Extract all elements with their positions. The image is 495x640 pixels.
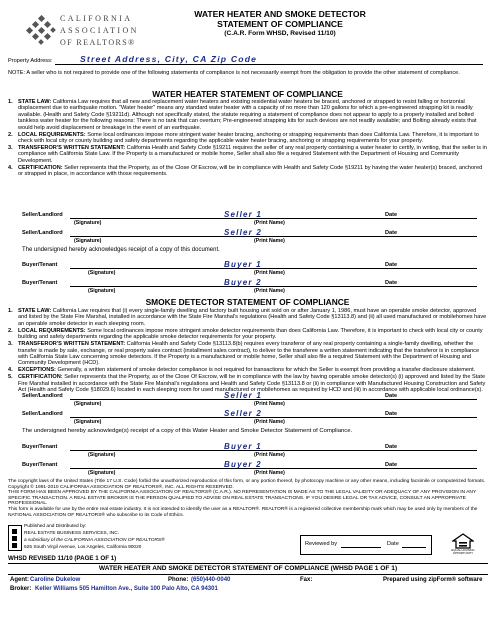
broker-row [8,586,488,594]
smoke-seller-1-signature-row [22,390,477,408]
publisher-line-1: Published and Distributed by: [24,524,87,529]
item-label: CERTIFICATION: [18,374,63,381]
publisher-line-2: REAL ESTATE BUSINESS SERVICES, INC. [24,531,119,536]
item-text: California Law requires that (i) every single-family dwelling and factory built housing unit sold on or after January 1, 1986, must have an operable smoke detector, approved and listed by the State Fire Marshal, installed in accordance with the State Fire Marshal's regulations (Health and Safety Code §13113.8) and (ii) all used manufactured or mobilehomes have an operable smoke detector in each sleeping room. [18,308,487,327]
smoke-seller-2-name: Seller 2 [224,409,263,418]
buyer-1-date-line[interactable] [402,268,477,269]
item-text: California Law requires that all new and replacement water heaters and existing residential water heaters be braced, anchored or strapped to resist falling or horizontal displacement due to earthquake motion. "Water heater" means any standard water heater with a capacity of no more than 120 gallons for which a pre-engineered strapping kit is readily available. (Health and Safety Code §19211d). Although not specifically stated, the statute requiring a statement of compliance does not appear to apply to a properly installed and bolted tankless water heater for the following reasons: There is no tank that can overturn; Pre-engineered strapping kits for such devices are not readily available; and Bolting already exists that would help avoid displacement or breakage in the event of an earthquake. [18,99,477,131]
item-number: 3. [8,145,13,152]
item-number: 3. [8,341,13,348]
smoke-buyer-1-signature-row [22,441,477,459]
smoke-item-3 [7,341,487,367]
item-label: LOCAL REQUIREMENTS: [18,131,86,138]
print-name-caption: (Print Name) [254,220,285,226]
form-title-3: (C.A.R. Form WHSD, Revised 11/10) [224,30,336,37]
footer-title: WATER HEATER AND SMOKE DETECTOR STATEMENT OF COMPLIANCE (WHSD PAGE 1 OF 1) [98,565,398,572]
water-item-4 [7,165,487,178]
seller-role-label: Seller/Landlord [22,411,63,417]
signature-caption: (Signature) [74,401,102,407]
date-label: Date [385,411,398,417]
item-label: TRANSFEROR'S WRITTEN STATEMENT: [18,341,126,348]
publisher-line-3: a subsidiary of the CALIFORNIA ASSOCIATION OF REALTORS® [24,538,165,543]
signature-caption: (Signature) [74,220,102,226]
water-heater-heading: WATER HEATER STATEMENT OF COMPLIANCE [152,89,343,99]
legal-notice [8,479,488,518]
logo-line-1: CALIFORNIA [60,14,133,23]
logo-line-2: ASSOCIATION [60,26,139,35]
signature-caption: (Signature) [88,470,116,476]
date-label: Date [385,230,398,236]
item-text: Seller represents that the Property, as of the Close Of Escrow, will be in compliance with Health and Safety Code §19211 by having the water heater(s) braced, anchored or strapped in place, in accordance with those requirements. [18,164,483,178]
reviewed-date-label: Date [387,541,399,547]
item-number: 1. [8,308,13,314]
signature-caption: (Signature) [74,419,102,425]
phone-value: (650)440-0040 [191,577,231,583]
logo-diamond-icon [26,15,56,45]
smoke-seller-1-date-line[interactable] [402,399,477,400]
rebs-logo-icon [8,525,22,551]
approval-text: THIS FORM HAS BEEN APPROVED BY THE CALIFORNIA ASSOCIATION OF REALTORS® (C.A.R.). NO REPRESENTATION IS MADE AS TO THE LEGAL VALIDITY OR ADEQUACY OF ANY PROVISION IN ANY SPECIFIC TRANSACTION. A REAL ESTATE BROKER IS THE PERSON QUALIFIED TO ADVISE ON REAL ESTATE TRANSACTIONS. IF YOU DESIRE LEGAL OR TAX ADVICE, CONSULT AN APPROPRIATE PROFESSIONAL. [8,490,477,507]
smoke-buyer-1-date-line[interactable] [402,450,477,451]
signature-caption: (Signature) [88,452,116,458]
seller-1-signature-row [22,209,477,227]
smoke-seller-2-signature-row [22,408,477,426]
seller-role-label: Seller/Landlord [22,393,63,399]
prepared-using: Prepared using zipForm® software [383,577,483,583]
broker-value: Keller Williams 505 Hamilton Ave., Suite 100 Palo Alto, CA 94301 [35,586,218,592]
form-title-1: WATER HEATER AND SMOKE DETECTOR [194,9,366,19]
footer-rule-top [8,563,488,564]
usage-text: This form is available for use by the entire real estate industry. It is not intended to identify the user as a REALTOR®. REALTOR® is a registered collective membership mark which may be used only by members of the NATIONAL ASSOCIATION OF REALTORS® who subscribe to its Code of Ethics. [8,506,478,518]
item-number: 2. [8,131,13,138]
publisher-block [8,524,248,556]
date-label: Date [385,393,398,399]
print-name-caption: (Print Name) [254,270,285,276]
smoke-buyer-1-name: Buyer 1 [224,442,262,451]
print-name-caption: (Print Name) [254,419,285,425]
smoke-buyer-2-date-line[interactable] [402,468,477,469]
buyer-1-signature-row [22,259,477,277]
smoke-buyer-2-signature-row [22,459,477,477]
smoke-detector-heading: SMOKE DETECTOR STATEMENT OF COMPLIANCE [145,297,350,307]
logo-line-3: OF REALTORS® [60,38,136,47]
date-label: Date [385,262,398,268]
smoke-seller-1-name: Seller 1 [224,391,263,400]
date-label: Date [385,444,398,450]
agent-row [8,577,488,585]
smoke-detector-items [7,308,487,394]
item-number: 1. [8,99,13,105]
print-name-caption: (Print Name) [254,452,285,458]
smoke-item-4 [7,367,487,373]
equal-housing-icon [452,533,474,555]
publisher-line-4: 525 South Virgil Avenue, Los Angeles, California 90020 [24,545,142,550]
seller-2-signature-row [22,227,477,245]
agent-label: Agent: [10,577,29,583]
item-label: TRANSFEROR'S WRITTEN STATEMENT: [18,145,126,152]
item-number: 4. [8,367,13,374]
seller-1-date-line[interactable] [402,218,477,219]
reviewed-by-label: Reviewed by [305,541,338,547]
acknowledgment-1: The undersigned hereby acknowledges receipt of a copy of this document. [22,247,220,253]
form-title-2: STATEMENT OF COMPLIANCE [217,19,343,29]
water-item-3 [7,145,487,164]
item-text: Generally, a written statement of smoke detector compliance is not required for transactions for which the Seller is exempt from providing a transfer disclosure statement. [55,367,476,374]
smoke-item-2 [7,328,487,341]
signature-caption: (Signature) [88,270,116,276]
reviewed-date-line[interactable] [402,547,426,548]
date-label: Date [385,462,398,468]
equal-housing-text: EQUAL HOUSING OPPORTUNITY [451,548,475,555]
property-address-line[interactable] [55,64,483,65]
smoke-seller-2-date-line[interactable] [402,417,477,418]
water-heater-items [7,99,487,178]
buyer-2-name: Buyer 2 [224,278,262,287]
date-label: Date [385,280,398,286]
item-label: STATE LAW: [18,308,52,314]
item-number: 4. [8,164,13,171]
date-label: Date [385,212,398,218]
item-text: Some local ordinances impose more stringent smoke detector requirements than does California Law. Therefore, it is important to check with local city or county building and safety departments regarding the applicable smoke detector requirements for your property. [18,327,483,341]
buyer-2-signature-row [22,277,477,295]
broker-label: Broker: [10,586,32,592]
acknowledgment-2: The undersigned hereby acknowledge(s) receipt of a copy of this Water Heater and Smoke Detector Statement of Compliance. [22,428,353,434]
seller-role-label: Seller/Landlord [22,230,63,236]
buyer-role-label: Buyer/Tenant [22,262,58,268]
buyer-role-label: Buyer/Tenant [22,462,58,468]
print-name-caption: (Print Name) [254,288,285,294]
print-name-caption: (Print Name) [254,401,285,407]
footer-rule-bottom [8,574,488,575]
item-label: STATE LAW: [18,99,52,105]
buyer-role-label: Buyer/Tenant [22,444,58,450]
buyer-role-label: Buyer/Tenant [22,280,58,286]
agent-name: Caroline Dukelow [30,577,81,583]
seller-2-name: Seller 2 [224,228,263,237]
water-item-2 [7,132,487,145]
buyer-1-name: Buyer 1 [224,260,262,269]
item-label: LOCAL REQUIREMENTS: [18,327,86,334]
phone-label: Phone: [168,577,189,583]
item-text: Seller represents that the Property, as of the Close Of Escrow, will be in compliance with the law by having operable smoke detector(s) (i) approved and listed by the State Fire Marshal installed in accordance with the State Fire Marshal's regulations and Health and Safety Code §13113.8 or (ii) in compliance with Manufactured Housing Construction and Safety Act (Health and Safety Code §18029.6) located in each sleeping room for used manufactured or mobilehomes as required by HCD and (iii) in accordance with applicable local ordinance(s). [18,374,486,394]
house-icon [452,533,474,549]
item-text: California Health and Safety Code §19211 requires the seller of any real property containing a water heater to certify, in writing, that the seller is in compliance with California State Law. If the Property is a manufactured or mobile home, Seller shall also file a required Statement with the Department of Housing and Community Development. [18,145,487,164]
item-text: California Health and Safety Code §13113.8(b) requires every transferor of any real property containing a single-family dwelling, whether the transfer is made by sale, exchange, or real property sales contract (installment sales contract), to deliver to the transferee a written statement indicating that the transferor is in compliance with California State Law concerning smoke detectors. If the Property is a manufactured or mobile home, Seller shall also file a required Statement with the Department of Housing and Community Development (HCD). [18,341,480,367]
seller-role-label: Seller/Landlord [22,212,63,218]
item-label: EXCEPTIONS: [18,367,56,374]
item-text: Some local ordinances impose more stringent water heater bracing, anchoring or strapping requirements than does California Law. Therefore, it is important to check with local city or county building and safety departments regarding the applicable water heater bracing, anchoring or strapping requirements for your property. [18,131,479,145]
buyer-2-date-line[interactable] [402,286,477,287]
property-label: Property Address: [8,58,53,64]
seller-2-date-line[interactable] [402,236,477,237]
reviewed-by-line[interactable] [341,547,381,548]
reviewed-by-box[interactable] [300,535,432,555]
print-name-caption: (Print Name) [254,470,285,476]
signature-caption: (Signature) [88,288,116,294]
property-address-value: Street Address, City, CA Zip Code [80,54,258,64]
item-number: 5. [8,374,13,381]
item-number: 2. [8,327,13,334]
signature-caption: (Signature) [74,238,102,244]
seller-1-name: Seller 1 [224,210,263,219]
smoke-item-1 [7,308,487,327]
revision-text: WHSD REVISED 11/10 (PAGE 1 OF 1) [8,555,117,562]
item-label: CERTIFICATION: [18,164,63,171]
car-logo [26,7,144,55]
smoke-buyer-2-name: Buyer 2 [224,460,262,469]
note-text: NOTE: A seller who is not required to provide one of the following statements of compliance is not necessarily exempt from the obligation to provide the other statement of compliance. [8,70,460,76]
copyright-text: The copyright laws of the United States (Title 17 U.S. Code) forbid the unauthorized reproduction of this form, or any portion thereof, by photocopy machine or any other means, including facsimile or computerized formats. Copyright © 1991-2010 CALIFORNIA ASSOCIATION OF REALTORS®, INC. ALL RIGHTS RESERVED. [8,479,486,490]
fax-label: Fax: [300,577,313,583]
print-name-caption: (Print Name) [254,238,285,244]
water-item-1 [7,99,487,131]
